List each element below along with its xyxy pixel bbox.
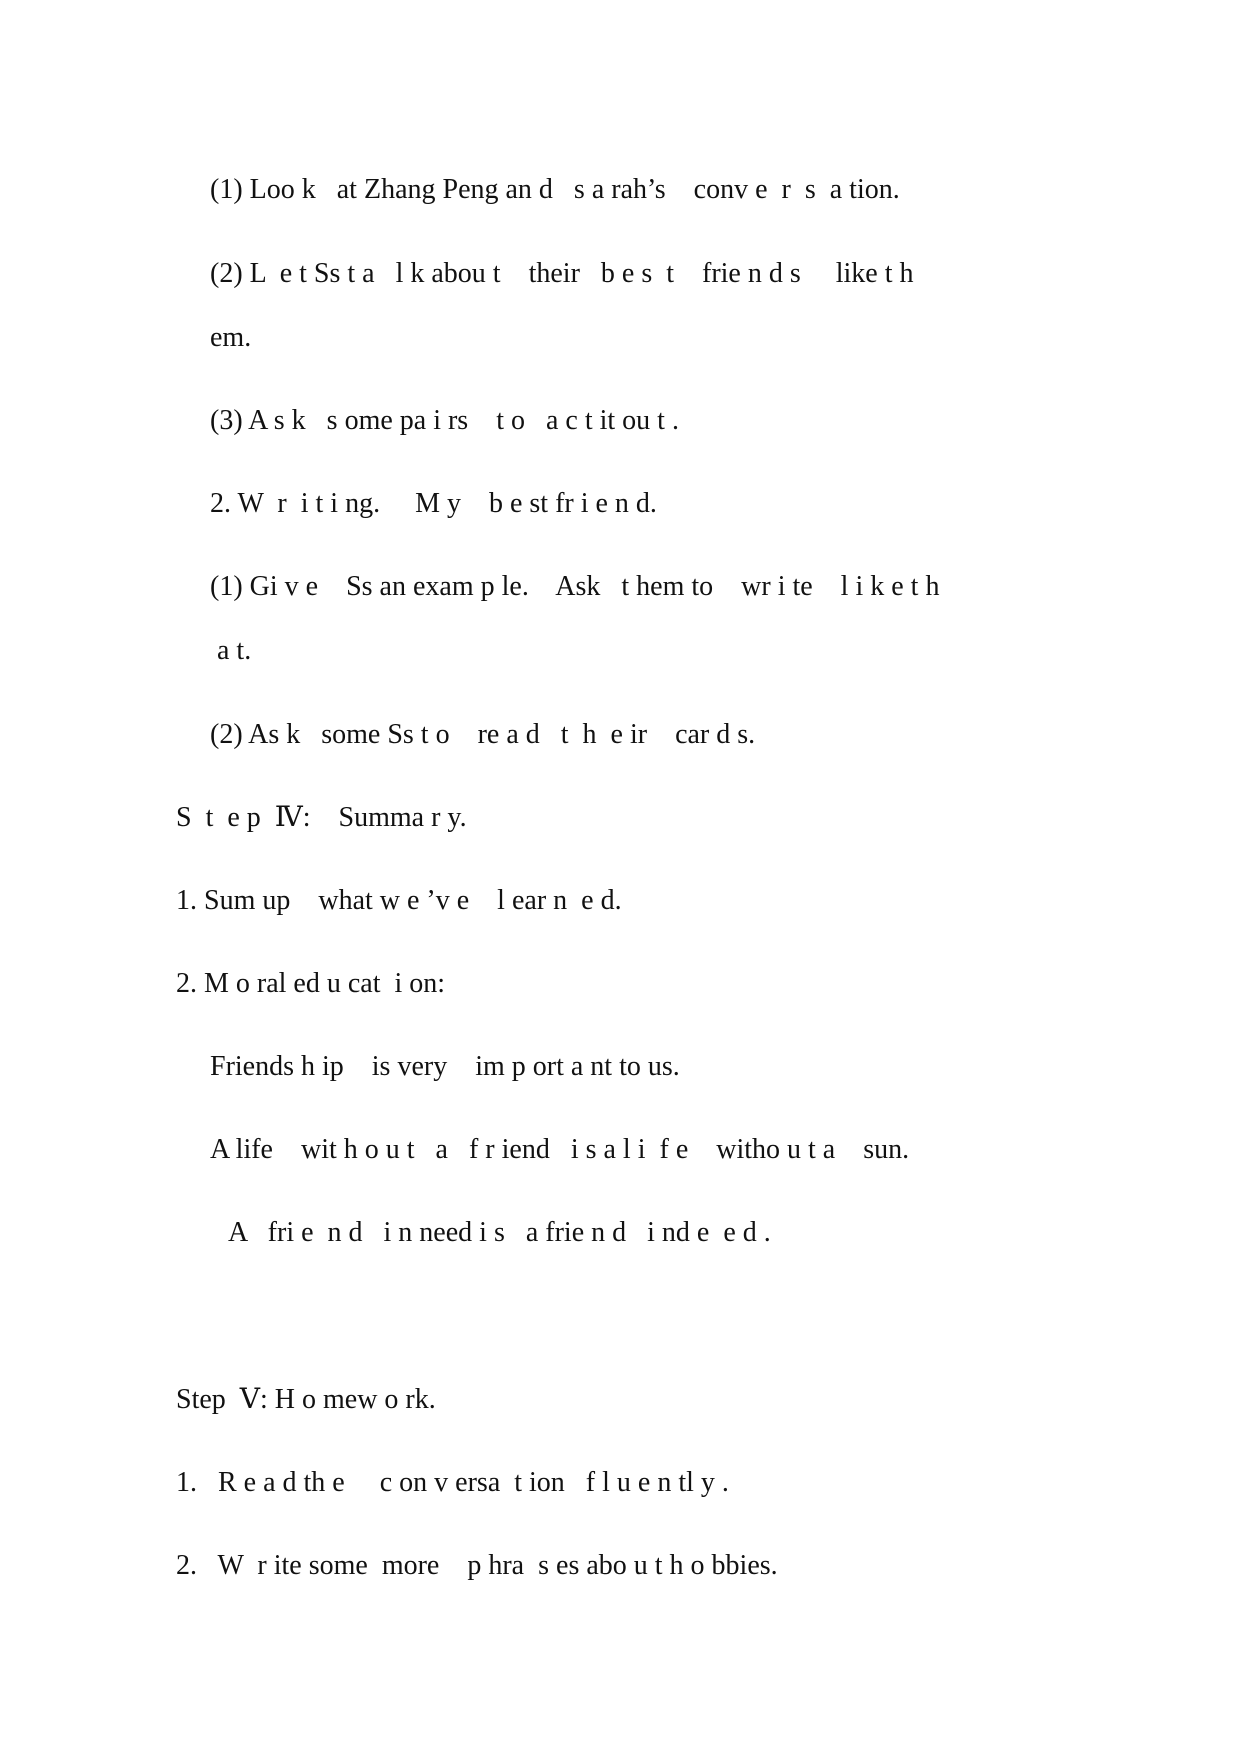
text-line: (1) Gi v e Ss an exam p le. Ask t hem to wr i te l i k e t h — [210, 571, 940, 602]
text-line: 1. Sum up what w e ’v e l ear n e d. — [176, 885, 622, 916]
section-heading: S t e p Ⅳ: Summa r y. — [176, 802, 467, 833]
text-line: (2) L e t Ss t a l k abou t their b e s t frie n d s like t h — [210, 258, 914, 289]
text-line: 2. W r ite some more p hra s es abo u t h o bbies. — [176, 1550, 778, 1581]
text-line: (3) A s k s ome pa i rs t o a c t it ou t . — [210, 405, 679, 436]
section-heading: Step Ⅴ: H o mew o rk. — [176, 1384, 436, 1415]
text-line: Friends h ip is very im p ort a nt to us. — [210, 1051, 680, 1082]
text-line: 2. W r i t i ng. M y b e st fr i e n d. — [210, 488, 657, 519]
text-line: (1) Loo k at Zhang Peng an d s a rah’s conv e r s a tion. — [210, 174, 900, 205]
text-line: 2. M o ral ed u cat i on: — [176, 968, 446, 999]
text-line: em. — [210, 322, 252, 353]
text-line: a t. — [210, 635, 252, 666]
text-line: 1. R e a d th e c on v ersa t ion f l u e n tl y . — [176, 1467, 729, 1498]
text-line: A life wit h o u t a f r iend i s a l i f e witho u t a sun. — [210, 1134, 910, 1165]
text-line: (2) As k some Ss t o re a d t h e ir car d s. — [210, 719, 756, 750]
text-line: A fri e n d i n need i s a frie n d i nd e e d . — [228, 1217, 771, 1248]
